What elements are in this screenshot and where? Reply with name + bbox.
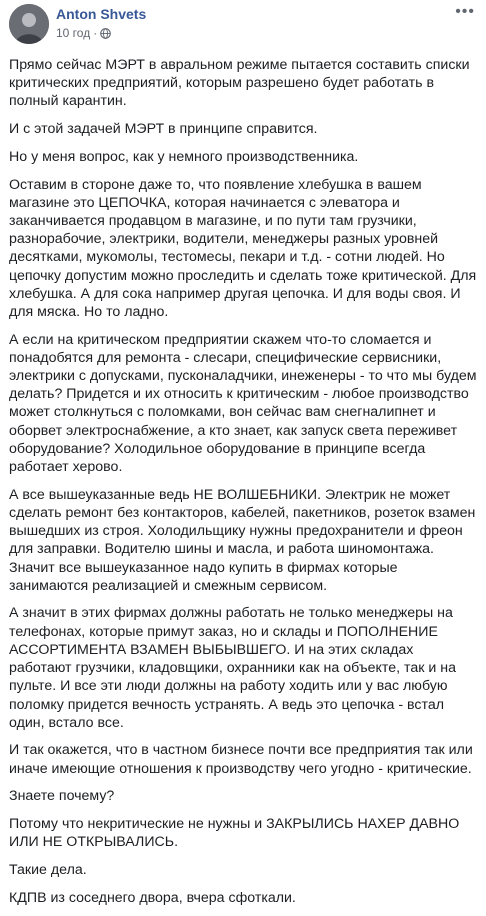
post-paragraph: И так окажется, что в частном бизнесе почти все предприятия так или иначе имеющие отношения к производству чего угодно - критические.	[9, 742, 473, 777]
post-paragraph: Прямо сейчас МЭРТ в авральном режиме пытается составить списки критических предприятий, которым разрешено будет работать в полный карантин.	[9, 57, 470, 110]
globe-icon	[100, 28, 111, 39]
post-paragraph: А все вышеуказанные ведь НЕ ВОЛШЕБНИКИ. Электрик не может сделать ремонт без контакторов, кабелей, пакетников, розеток взамен вышедших из строя. Холодильщику нужны предохранители и фреон для заправки. Водителю шины и масла, и работа шиномонтажа. Значит все вышеуказанное надо купить в фирмах которые занимаются реализацией и смежным сервисом.	[9, 486, 476, 594]
post-paragraph: А если на критическом предприятии скажем что-то сломается и понадобятся для ремонта - слесари, специфические сервисники, электрики с допусками, пусконаладчики, инеженеры - то что мы будем делать? Придется и их относить к критическим - любое производство может столкнуться с поломками, вон сейчас вам снегналипнет и оборвет электроснабжение, а кто знает, как запуск света переживет оборудование? Холодильное оборудование в принципе всегда работает херово.	[9, 331, 477, 476]
avatar[interactable]	[9, 4, 49, 44]
post-paragraph: А значит в этих фирмах должны работать не только менеджеры на телефонах, которые примут заказ, но и склады и ПОПОЛНЕНИЕ АССОРТИМЕНТА ВЗАМЕН ВЫБЫВШЕГО. И на этих складах работают грузчики, кладовщики, охранники как на объекте, так и на пульте. И все эти люди должны на работу ходить или у вас любую поломку придется вечность устранять. А ведь это цепочка - встал один, встало все.	[9, 605, 456, 731]
more-options-icon[interactable]: •••	[455, 3, 475, 20]
post-paragraph: Но у меня вопрос, как у немного производственника.	[9, 148, 359, 165]
post-meta: 10 год ·	[56, 26, 111, 40]
post-text	[9, 56, 477, 916]
post-paragraph: Такие дела.	[9, 861, 87, 878]
post-timestamp[interactable]: 10 год	[56, 26, 91, 40]
post-paragraph: И с этой задачей МЭРТ в принципе справится.	[9, 121, 318, 138]
post-paragraph: КДПВ из соседнего двора, вчера сфоткали.	[9, 889, 296, 906]
post-paragraph: Потому что некритические не нужны и ЗАКРЫЛИСЬ НАХЕР ДАВНО ИЛИ НЕ ОТКРЫВАЛИСЬ.	[9, 816, 460, 851]
post-paragraph: Оставим в стороне даже то, что появление хлебушка в вашем магазине это ЦЕПОЧКА, которая начинается с элеватора и заканчивается продавцом в магазине, и по пути там грузчики, разнорабочие, электрики, водители, менеджеры разных уровней десятками, мукомолы, тестомесы, пекари и т.д. - сотни людей. Но цепочку допустим можно проследить и сделать тоже критической. Для хлебушка. А для сока например другая цепочка. И для воды своя. И для мяска. Но то ладно.	[9, 176, 477, 320]
post-paragraph: Знаете почему?	[9, 788, 115, 805]
profile-photo-icon	[9, 4, 49, 44]
post-header	[0, 0, 486, 42]
author-name[interactable]: Anton Shvets	[56, 6, 147, 22]
